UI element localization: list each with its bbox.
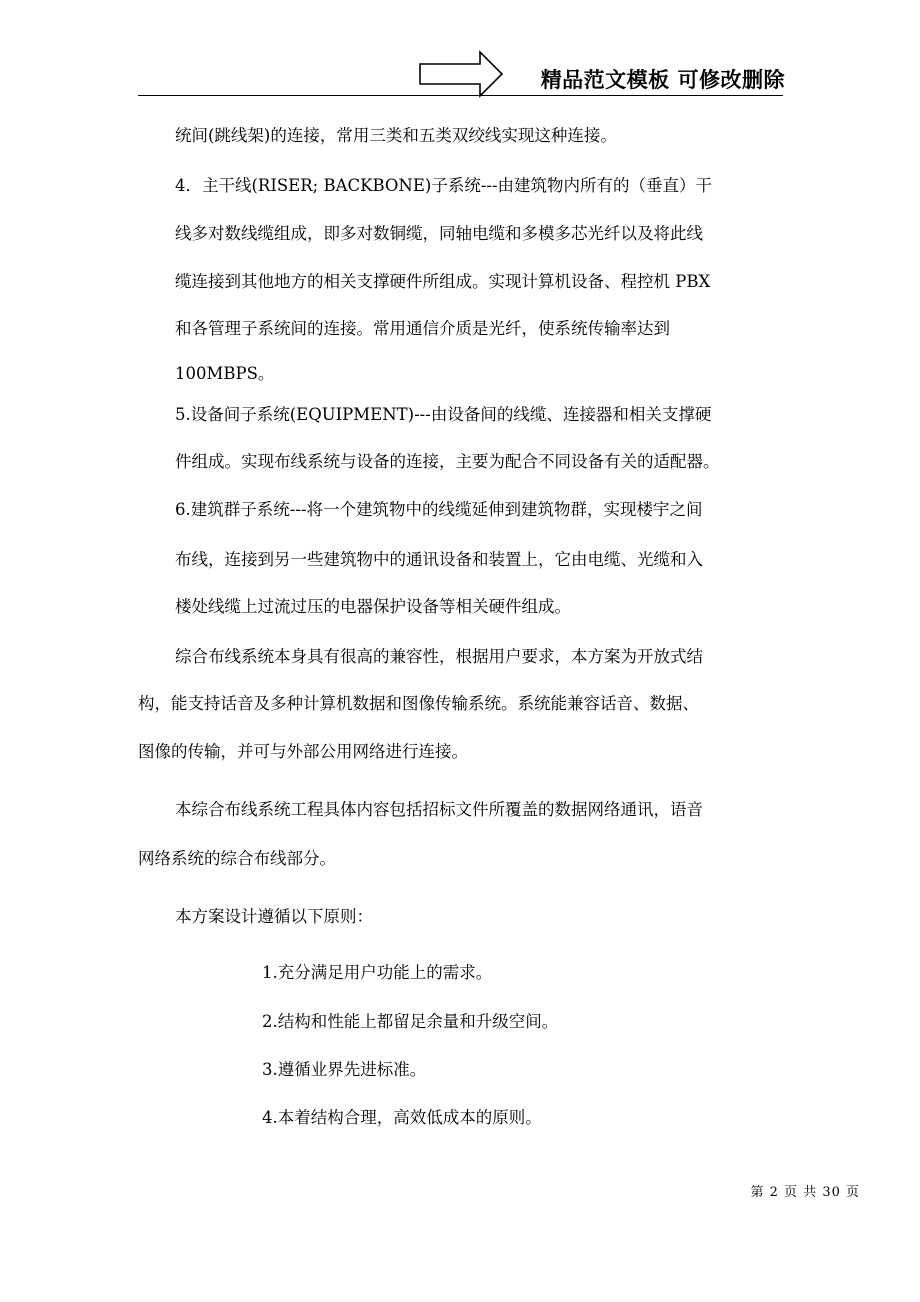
body-line: 本方案设计遵循以下原则： xyxy=(175,907,373,926)
body-line: 网络系统的综合布线部分。 xyxy=(138,849,336,868)
page-number: 第 2 页 共 30 页 xyxy=(750,1185,860,1200)
body-line: 6.建筑群子系统---将一个建筑物中的线缆延伸到建筑物群，实现楼宇之间 xyxy=(175,500,703,519)
body-line: 图像的传输，并可与外部公用网络进行连接。 xyxy=(138,742,468,761)
principle-item: 1.充分满足用户功能上的需求。 xyxy=(262,963,493,982)
body-line: 本综合布线系统工程具体内容包括招标文件所覆盖的数据网络通讯，语音 xyxy=(175,800,703,819)
arrow-icon xyxy=(418,50,504,98)
body-line: 4．主干线(RISER; BACKBONE)子系统---由建筑物内所有的（垂直）干 xyxy=(175,176,713,195)
header-divider xyxy=(138,95,783,96)
body-line: 布线，连接到另一些建筑物中的通讯设备和装置上，它由电缆、光缆和入 xyxy=(175,550,703,569)
body-line: 件组成。实现布线系统与设备的连接，主要为配合不同设备有关的适配器。 xyxy=(175,452,720,471)
body-line: 楼处线缆上过流过压的电器保护设备等相关硬件组成。 xyxy=(175,597,571,616)
principle-item: 3.遵循业界先进标准。 xyxy=(262,1060,427,1079)
principle-item: 4.本着结构合理，高效低成本的原则。 xyxy=(262,1108,542,1127)
body-line: 缆连接到其他地方的相关支撑硬件所组成。实现计算机设备、程控机 PBX xyxy=(175,272,711,291)
body-line: 和各管理子系统间的连接。常用通信介质是光纤，使系统传输率达到 xyxy=(175,319,670,338)
body-line: 5.设备间子系统(EQUIPMENT)---由设备间的线缆、连接器和相关支撑硬 xyxy=(175,405,712,424)
body-line: 统间(跳线架)的连接，常用三类和五类双绞线实现这种连接。 xyxy=(175,126,617,145)
body-line: 构，能支持话音及多种计算机数据和图像传输系统。系统能兼容话音、数据、 xyxy=(138,694,699,713)
principle-item: 2.结构和性能上都留足余量和升级空间。 xyxy=(262,1012,559,1031)
body-line: 综合布线系统本身具有很高的兼容性，根据用户要求，本方案为开放式结 xyxy=(175,647,703,666)
body-line: 100MBPS。 xyxy=(175,364,275,383)
header-title: 精品范文模板 可修改删除 xyxy=(540,68,785,92)
body-line: 线多对数线缆组成，即多对数铜缆，同轴电缆和多模多芯光纤以及将此线 xyxy=(175,224,703,243)
